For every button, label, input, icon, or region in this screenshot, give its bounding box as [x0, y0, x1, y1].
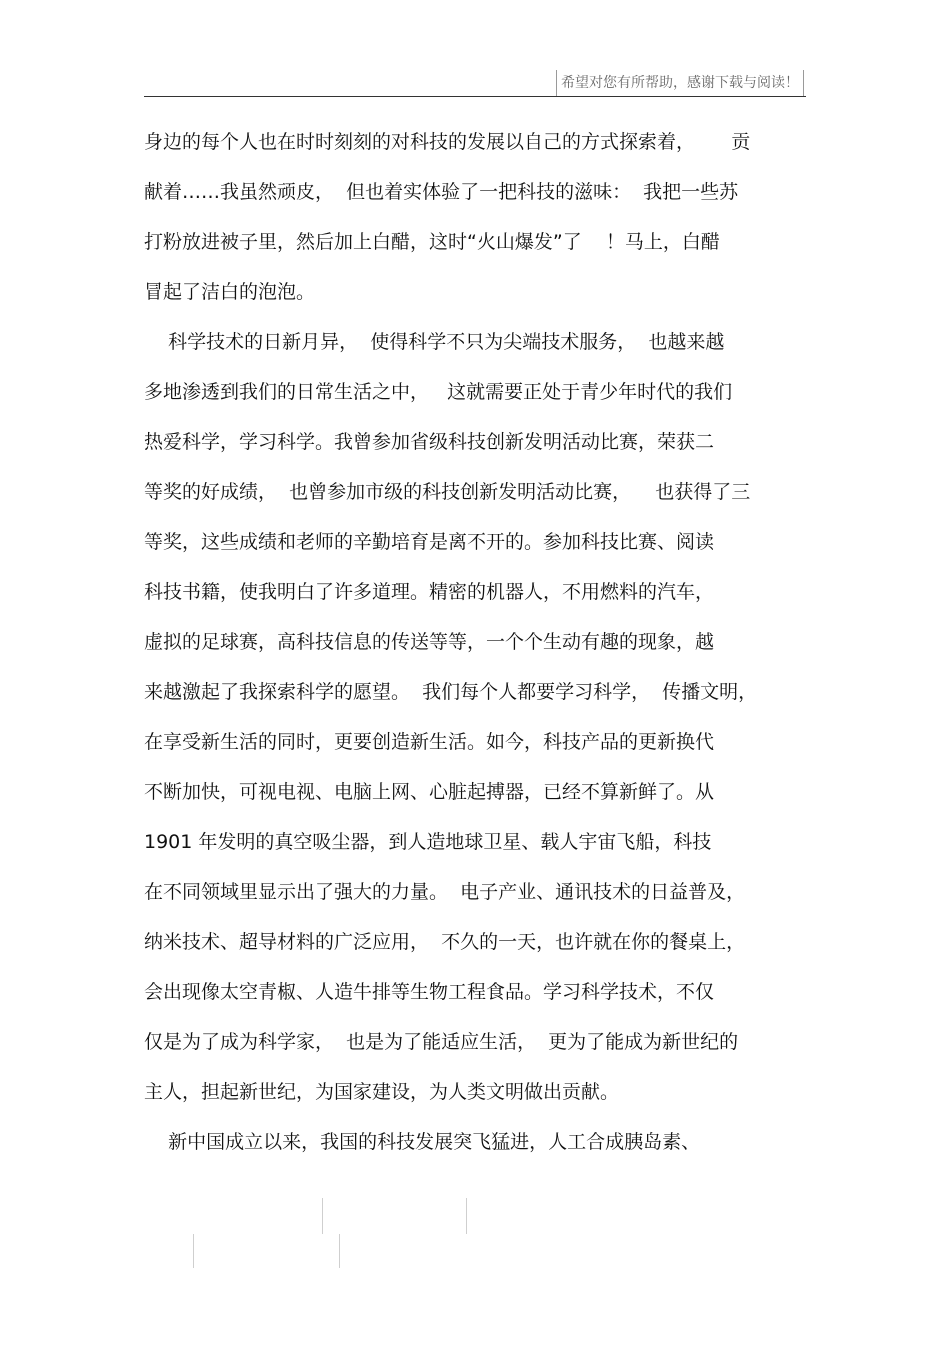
body-line: 热爱科学，学习科学。我曾参加省级科技创新发明活动比赛，荣获二: [144, 431, 715, 453]
body-line: 不断加快，可视电视、电脑上网、心脏起搏器，已经不算新鲜了。从: [144, 781, 715, 803]
body-line: 1901 年发明的真空吸尘器，到人造地球卫星、载人宇宙飞船，科技: [144, 831, 712, 853]
scan-artifact-line: [193, 1234, 194, 1268]
scan-artifact-line: [466, 1198, 467, 1234]
body-line: 科学技术的日新月异， 使得科学不只为尖端技术服务， 也越来越: [144, 331, 725, 353]
body-line: 纳米技术、超导材料的广泛应用， 不久的一天，也许就在你的餐桌上，: [144, 931, 746, 953]
body-line: 科技书籍，使我明白了许多道理。精密的机器人，不用燃料的汽车，: [144, 581, 715, 603]
body-line: 会出现像太空青椒、人造牛排等生物工程食品。学习科学技术，不仅: [144, 981, 715, 1003]
body-line: 等奖的好成绩， 也曾参加市级的科技创新发明活动比赛， 也获得了三: [144, 481, 751, 503]
scan-artifact-line: [322, 1198, 323, 1234]
header-rule: [144, 96, 806, 97]
body-line: 等奖，这些成绩和老师的辛勤培育是离不开的。参加科技比赛、阅读: [144, 531, 715, 553]
body-line: 仅是为了成为科学家， 也是为了能适应生活， 更为了能成为新世纪的: [144, 1031, 739, 1053]
body-line: 新中国成立以来，我国的科技发展突飞猛进，人工合成胰岛素、: [144, 1131, 701, 1153]
body-line: 冒起了洁白的泡泡。: [144, 281, 316, 303]
body-line: 身边的每个人也在时时刻刻的对科技的发展以自己的方式探索着， 贡: [144, 131, 751, 153]
body-line: 主人，担起新世纪，为国家建设，为人类文明做出贡献。: [144, 1081, 620, 1103]
body-line: 多地渗透到我们的日常生活之中， 这就需要正处于青少年时代的我们: [144, 381, 733, 403]
body-line: 在享受新生活的同时，更要创造新生活。如今，科技产品的更新换代: [144, 731, 715, 753]
body-line: 献着……我虽然顽皮， 但也着实体验了一把科技的滋味： 我把一些苏: [144, 181, 739, 203]
scan-artifact-line: [339, 1234, 340, 1268]
body-line: 虚拟的足球赛，高科技信息的传送等等，一个个生动有趣的现象，越: [144, 631, 715, 653]
body-line: 打粉放进被子里，然后加上白醋，这时“火山爆发”了 ！马上，白醋: [144, 231, 720, 253]
body-line: 在不同领域里显示出了强大的力量。 电子产业、通讯技术的日益普及，: [144, 881, 746, 903]
body-line: 来越激起了我探索科学的愿望。 我们每个人都要学习科学， 传播文明，: [144, 681, 758, 703]
header-note: 希望对您有所帮助，感谢下载与阅读！: [556, 70, 804, 96]
